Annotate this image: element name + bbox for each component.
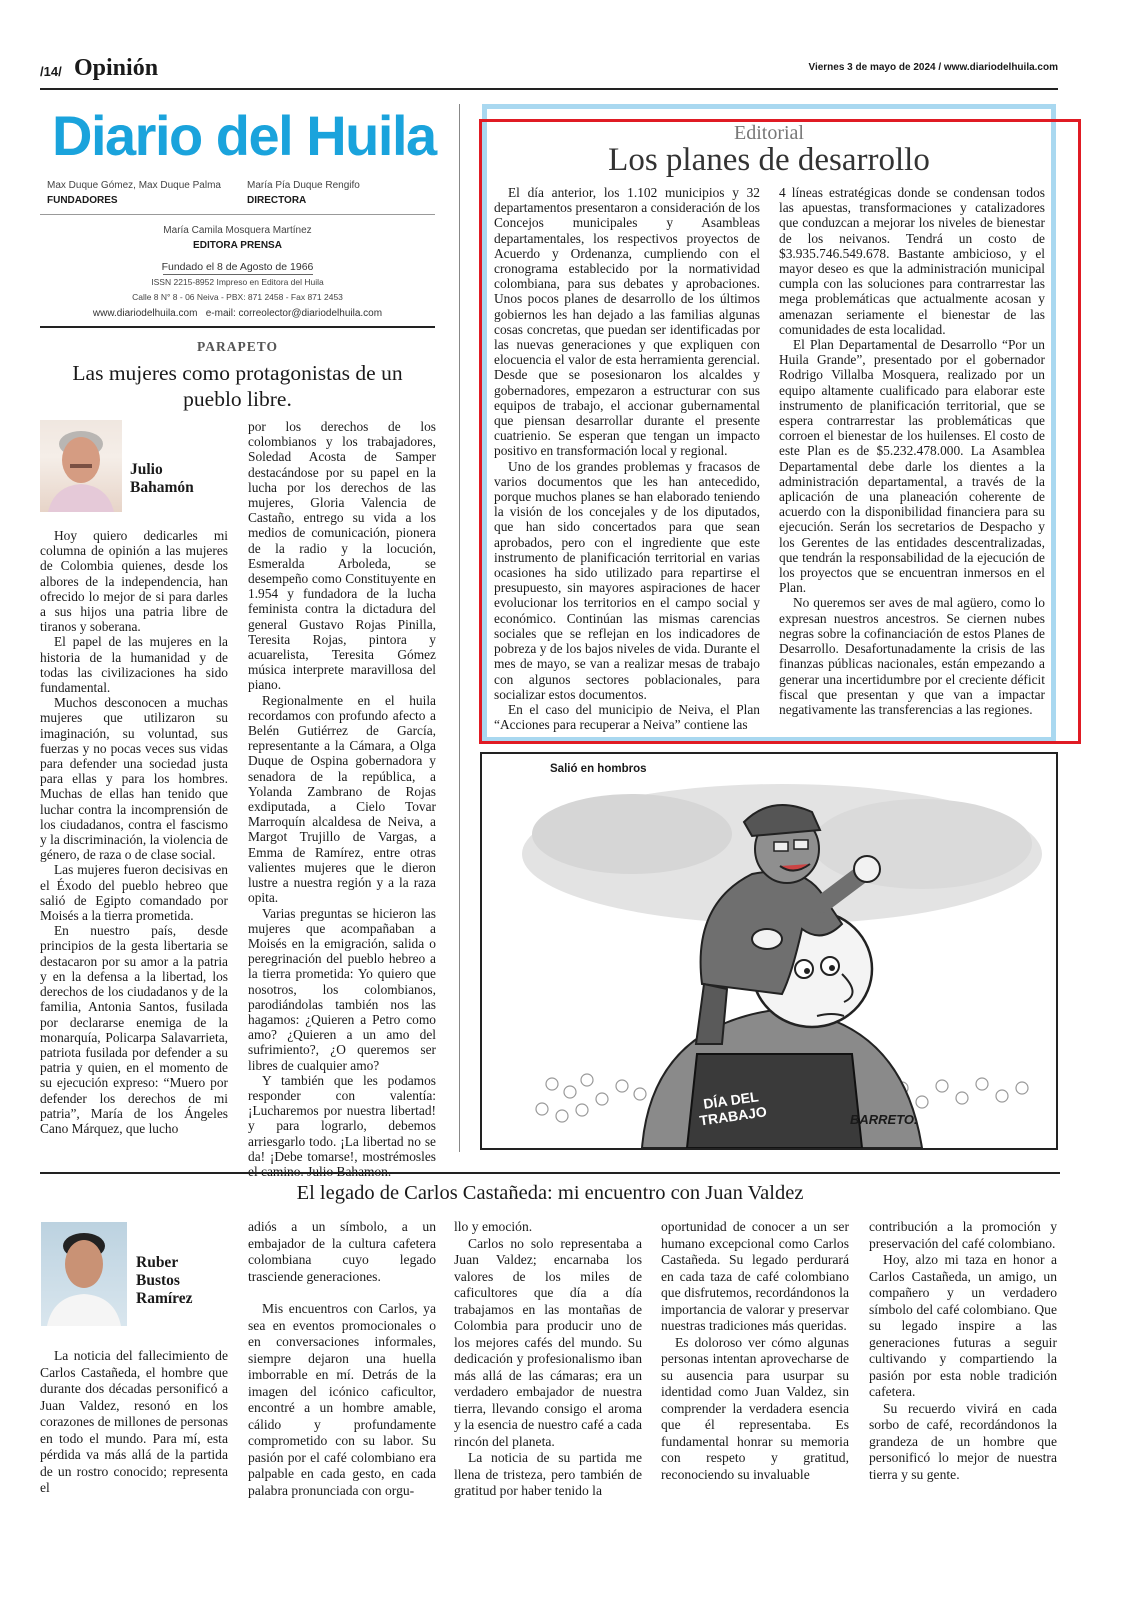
editorial-c1-p1: El día anterior, los 1.102 municipios y 32 departamentos presentaron a consideración de los Concejos municipales y Asambleas departamentales, los respectivos proyectos de Acuerdo y Ordenanza, cumpliendo con el cronograma establecido por la normatividad colombiana, para sus debates y aprobaciones. Unos pocos planes de desarrollo de los últimos gobiernos les han dejado a las familias algunas cosas concretas, que puedan ser identificadas por las nuevas generaciones y que expliquen con elocuencia el valor de esta herramienta gerencial. Desde que se posesionaron los alcaldes y gobernadores, empezaron a estructurar con sus equipos de trabajo, el accionar gubernamental que piensan desarrollar durante el presente cuatrienio. Se esperan que tengan un impacto positivo en transformación local y regional.	[494, 185, 760, 459]
bottom-c4-p2: Es doloroso ver cómo algunas personas intentan aprovecharse de su ausencia para usurpar su identidad como Juan Valdez, sin comprender la verdadera esencia que él representaba. Es fundamental honrar su memoria con respeto y gratitud, reconociendo su invaluable	[661, 1334, 849, 1482]
bottom-column-1	[40, 1348, 228, 1497]
column-separator	[459, 104, 460, 1152]
parapeto-column-1	[40, 528, 228, 1136]
bottom-article-author: Ruber Bustos Ramírez	[136, 1254, 193, 1307]
editorial-c2-p3: No queremos ser aves de mal agüero, como lo expresan nuestros ancestros. Se ciernen nubes negras sobre la cofinanciación de estos Planes de Desarrollo. Desafortunadamente la crisis de las finanzas públicas nacionales, están empezando a generar una incertidumbre por el creciente déficit fiscal que presentan y que van a impactar negativamente las transferencias a las regiones.	[779, 595, 1045, 717]
editorial-kicker: Editorial	[734, 122, 804, 144]
parapeto-c1-p2: El papel de las mujeres en la historia de la humanidad y de todas las civilizaciones ha sido fundamental.	[40, 634, 228, 696]
bottom-column-2	[248, 1219, 436, 1499]
header-rule	[40, 88, 1058, 90]
parapeto-c1-p3: Muchos desconocen a muchas mujeres que utilizaron su imaginación, su voluntad, sus fuerzas y no pocas veces sus vidas para defender una sociedad justa para ellas y para los hombres. Muchas de ellas han tenido que luchar contra la incomprensión de los ciudadanos, contra el fascismo y la discriminación, la violencia de género, de raza o de clase social.	[40, 695, 228, 863]
parapeto-c2-p2: Regionalmente en el huila recordamos con profundo afecto a Belén Gutiérrez de García, representante a la Cámara, a Olga Duque de Ospina gobernadora y senadora de la república, a Yolanda Zambrano de Rojas exdiputada, a Cielo Tovar Marroquín alcaldesa de Neiva, a Margot Trujillo de Vargas, a Emma de Ramírez, entre otras valientes mujeres que le dieron lustre a nuestra región y a la raza opita.	[248, 692, 436, 906]
web-email-line: www.diariodelhuila.com e-mail: correolector@diariodelhuila.com	[92, 308, 383, 319]
director-label: DIRECTORA	[247, 195, 307, 206]
page-number: /14/	[40, 64, 62, 79]
bottom-c2-p1: adiós a un símbolo, a un embajador de la cultura cafetera colombiana cuyo legado trasciende generaciones.	[248, 1219, 436, 1284]
author-photo	[40, 420, 122, 512]
editorial-column-2	[779, 185, 1045, 717]
editorial-column-1	[494, 185, 760, 732]
editorial-c1-p3: En el caso del municipio de Neiva, el Plan “Acciones para recuperar a Neiva” contiene las	[494, 701, 760, 733]
address-line: Calle 8 N° 8 - 06 Neiva - PBX: 871 2458 - Fax 871 2453	[132, 292, 343, 302]
parapeto-c1-p1: Hoy quiero dedicarles mi columna de opinión a las mujeres de Colombia quienes, desde los albores de la independencia, han ofrecido lo mejor de si para darles a sus hijos una patria libre de tiranos y soberana.	[40, 528, 228, 635]
issn-line: ISSN 2215-8952 Impreso en Editora del Huila	[151, 277, 324, 287]
editor-name: María Camila Mosquera Martínez	[163, 225, 312, 236]
parapeto-c2-p4: Y también que les podamos responder con valentía: ¡Lucharemos por nuestra libertad! y para lograrlo, debemos arriesgarlo todo. ¡La libertad no se da! ¡Debe tomarse!, mostrémosles	[248, 1072, 436, 1164]
bottom-section-rule	[40, 1172, 1060, 1174]
bottom-c2-p2: Mis encuentros con Carlos, ya sea en eventos promocionales o en conversaciones informales, siempre dejaron una huella imborrable en mí. Detrás de la imagen del icónico caficultor, encontré a un hombre amable, cálido y profundamente comprometido con su labor. Su pasión por el café colombiano era palpable en cada gesto, en cada palabra pronunciada con orgu-	[248, 1301, 436, 1498]
parapeto-c2-p1: por los derechos de los colombianos y los trabajadores, Soledad Acosta de Samper destacándose por su papel en la lucha por los derechos de las mujeres, Gloria Valencia de Castaño, entrego su vida a los medios de comunicación, pionera de la radio y la locución, Esmeralda Arboleda, se desempeño como Constituyente en 1.954 y fundadora de la lucha feminista contra la dictadura del general Gustavo Rojas Pinilla, Teresita Rojas, pintora y acuarelista, Teresita Gómez música interprete maravillosa del piano.	[248, 419, 436, 693]
date-and-site: Viernes 3 de mayo de 2024 / www.diariodelhuila.com	[808, 62, 1058, 73]
masthead-divider	[40, 214, 435, 215]
founded-date: Fundado el 8 de Agosto de 1966	[161, 261, 314, 273]
editorial-c2-p1: 4 líneas estratégicas donde se condensan todos las apuestas, transformaciones y catalizadores que conduzcan a mejorar los niveles de bienestar de los neivanos. Tendrá un costo de $3.935.746.549.678. Bastante ambicioso, y el mayor deseo es que la administración municipal cumpla con las soluciones para contrarrestar las mega problemáticas que actualmente acosan y amenazan seriamente el bienestar de las comunidades de esta localidad.	[779, 185, 1045, 337]
bottom-c5-p2: Hoy, alzo mi taza en honor a Carlos Castañeda, un amigo, un compañero y un verdadero símbolo del café colombiano. Que su legado inspire a las generaciones futuras a seguir cultivando y compartiendo la pasión por esta noble tradición cafetera.	[869, 1252, 1057, 1399]
section-title: Opinión	[74, 55, 159, 81]
parapeto-column-2	[248, 419, 436, 1179]
editorial-title: Los planes de desarrollo	[608, 142, 930, 178]
director-name: María Pía Duque Rengifo	[247, 180, 360, 191]
bottom-c5-p1: contribución a la promoción y preservación del café colombiano.	[869, 1219, 1057, 1251]
founders-names: Max Duque Gómez, Max Duque Palma	[47, 180, 221, 191]
bottom-article-title: El legado de Carlos Castañeda: mi encuentro con Juan Valdez	[296, 1182, 804, 1204]
parapeto-c1-p4: Las mujeres fueron decisivas en el Éxodo del pueblo hebreo que salió de Egipto comandado por Moisés a la tierra prometida.	[40, 862, 228, 924]
editor-label: EDITORA PRENSA	[193, 240, 282, 251]
masthead-bottom-rule	[40, 326, 435, 328]
cartoon-frame	[480, 752, 1058, 1150]
bottom-author-photo	[41, 1222, 127, 1326]
cartoon-caption: Salió en hombros	[550, 763, 647, 775]
parapeto-c2-p3: Varias preguntas se hicieron las mujeres que acompañaban a Moisés en la emigración, salida o peregrinación del pueblo hebreo a la tierra prometida: Yo quiero que nosotros, los colombianos, parodiándolas también nos las hagamos: ¿Quieren a Petro como amo? ¿Quieren a un amo del sufrimiento?, ¿O queremos ser libres de cualquier amo?	[248, 905, 436, 1073]
editorial-c2-p2: El Plan Departamental de Desarrollo “Por un Huila Grande”, presentado por el gobernador Rodrigo Villalba Mosquera, realizado por un equipo altamente cualificado para elaborar este instrumento de planificación territorial, que se espera contrarrestar las problemáticas que corroen el bienestar de los huilenses. El costo de este Plan es de $5.232.478.000. La Asamblea Departamental debe darle los dientes a la administración departamental, a través de la aplicación de una planeación coherente de acuerdo con la disponibilidad financiera para su ejecución. Serán los secretarios de Despacho y los Gerentes de las entidades descentralizadas, que tendrán la responsabilidad de la ejecución de los proyectos que se encuentran inmersos en el Plan.	[779, 337, 1045, 596]
parapeto-author: Julio Bahamón	[130, 461, 194, 496]
founded-underline	[163, 274, 313, 275]
editorial-c1-p2: Uno de los grandes problemas y fracasos de varios documentos que les han antecedido, porque muchos planes se han elaborado teniendo la visión de los concejales y de los diputados, que han sido concertados para que sean aprobados, pero con el ingrediente que este instrumento de planificación territorial en varias ocasiones ha sido utilizado para repartirse el presupuesto, sin mayores aspiraciones de hacer evolucionar los territorios en el campo social y económico. Continúan las mismas carencias sociales que se reflejan en los indicadores de pobreza y de los bajos niveles de vida. Durante el mes de mayo, se van a realizar mesas de trabajo con algunos sectores poblacionales, para socializar estos documentos.	[494, 458, 760, 702]
parapeto-c1-p5: En nuestro país, desde principios de la gesta libertaria se destacaron por su amor a la patria y en la defensa a la libertad, los derechos de los ciudadanos y de la familia, Antonia Santos, fusilada por declararse enemiga de la monarquía, Policarpa Salavarrieta, patriota fusilada por defender a su patria y quien, en el momento de su ejecución expreso: “Muero por defender los derechos de mi patria”, María de los Ángeles Cano Márquez, que lucho	[40, 923, 228, 1136]
bottom-c1-p1: La noticia del fallecimiento de Carlos Castañeda, el hombre que durante dos décadas personificó a Juan Valdez, resonó en los corazones de millones de personas en todo el mundo. Para mí, esta pérdida va más allá de la partida de un rostro conocido; representa el	[40, 1348, 228, 1495]
bottom-column-3	[454, 1219, 642, 1500]
masthead-logo: Diario del Huila	[52, 104, 436, 167]
bottom-c3-p2: Carlos no solo representaba a Juan Valdez; encarnaba los valores de los miles de caficultores que día a día trabajamos en las montañas de Colombia para producir uno de los mejores cafés del mundo. Su dedicación y profesionalismo iban más allá de las cámaras; era un verdadero embajador de nuestra tierra, llevando consigo el aroma y la esencia de nuestro café a cada rincón del planeta.	[454, 1235, 642, 1449]
cartoon-apron-text: DÍA DEL TRABAJO	[698, 1088, 768, 1129]
parapeto-kicker: PARAPETO	[196, 339, 278, 354]
bottom-c3-p1: llo y emoción.	[454, 1219, 533, 1234]
bottom-column-4	[661, 1219, 849, 1483]
cartoon-signature: BARRETO.	[850, 1112, 918, 1127]
bottom-c5-p3: Su recuerdo vivirá en cada sorbo de café, recordándonos la grandeza de un hombre que personificó lo mejor de nuestra tierra y su gente.	[869, 1400, 1057, 1482]
bottom-column-5	[869, 1219, 1057, 1483]
founders-label: FUNDADORES	[47, 195, 118, 206]
parapeto-title: Las mujeres como protagonistas de un pueblo libre.	[72, 361, 403, 411]
bottom-c4-p1: oportunidad de conocer a un ser humano excepcional como Carlos Castañeda. Su legado perdurará en cada taza de café colombiano que disfrutemos, recordándonos la importancia de valorar y preservar nuestras tradiciones más queridas.	[661, 1219, 849, 1333]
bottom-c3-p3: La noticia de su partida me llena de tristeza, pero también de gratitud por haber tenido la	[454, 1450, 642, 1498]
